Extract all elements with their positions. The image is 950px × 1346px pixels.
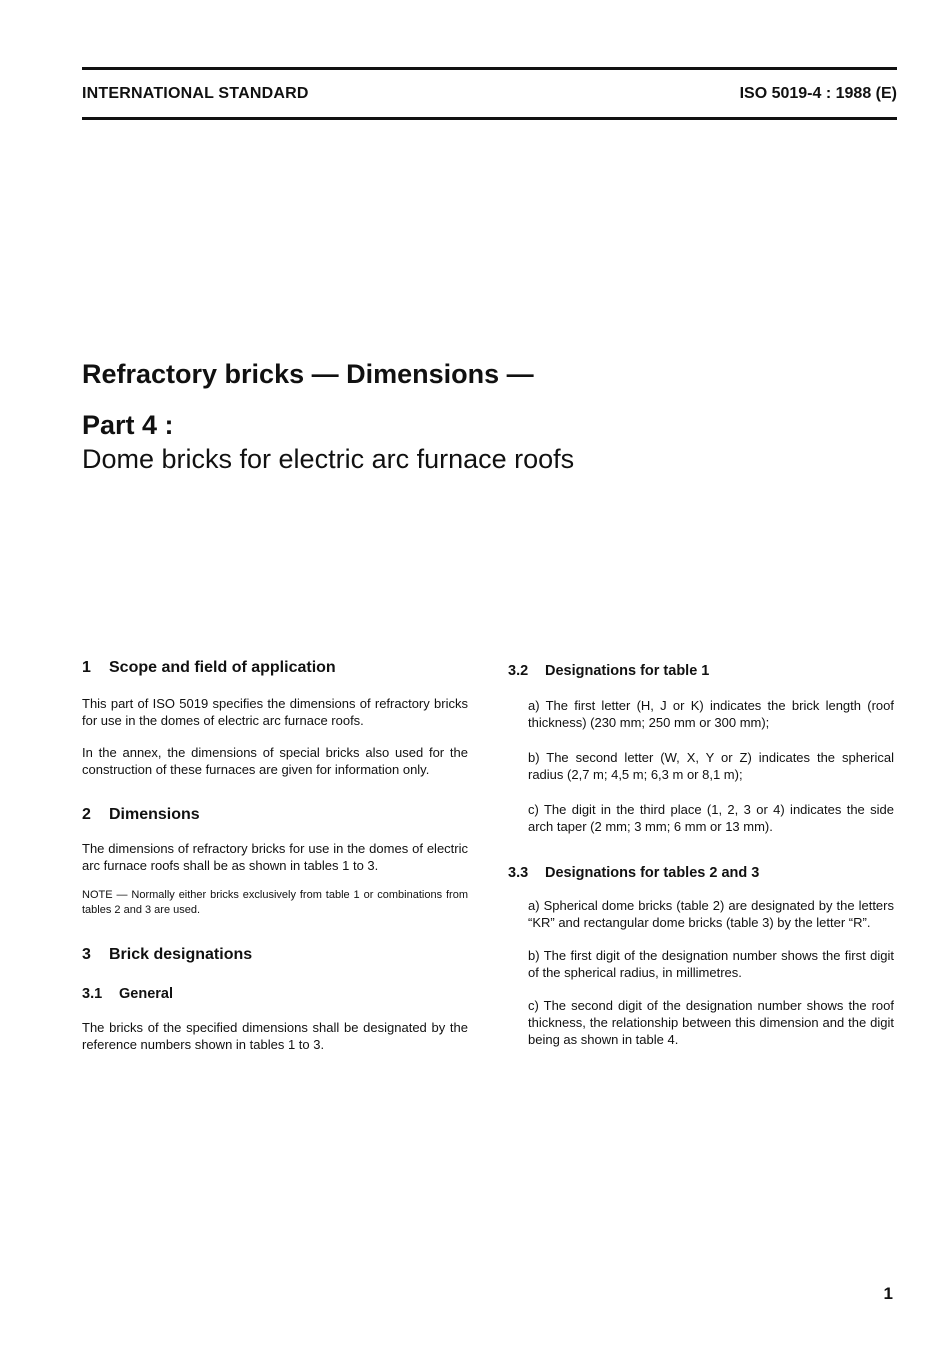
section-3-3-item-b: b) The first digit of the designation number shows the first digit of the spherical radius, in millimetres. (528, 948, 894, 980)
section-3-3-heading: 3.3 Designations for tables 2 and 3 (508, 865, 760, 881)
section-1-heading: 1 Scope and field of application (82, 659, 336, 676)
section-3-2-item-c: c) The digit in the third place (1, 2, 3 or 4) indicates the side arch taper (2 mm; 3 mm; 6 mm or 13 mm). (528, 802, 894, 834)
section-2-paragraph-1: The dimensions of refractory bricks for use in the domes of electric arc furnace roofs shall be as shown in tables 1 to 3. (82, 841, 468, 873)
standard-number: ISO 5019-4 : 1988 (E) (739, 85, 897, 102)
section-3-1-paragraph: The bricks of the specified dimensions shall be designated by the reference numbers shown in tables 1 to 3. (82, 1020, 468, 1052)
section-3-2-item-b: b) The second letter (W, X, Y or Z) indicates the spherical radius (2,7 m; 4,5 m; 6,3 m or 8,1 m); (528, 750, 894, 782)
section-3-1-heading: 3.1 General (82, 986, 173, 1002)
header-rule-bottom (82, 117, 897, 120)
section-1-paragraph-2: In the annex, the dimensions of special bricks also used for the construction of these furnaces are given for information only. (82, 745, 468, 777)
document-type: INTERNATIONAL STANDARD (82, 85, 309, 102)
right-column (508, 657, 894, 1048)
title-block (82, 356, 882, 475)
page-number: 1 (883, 1284, 893, 1303)
section-2-note: NOTE — Normally either bricks exclusively from table 1 or combinations from tables 2 and 3 are used. (82, 889, 468, 916)
title-main: Refractory bricks — Dimensions — (82, 359, 534, 389)
section-3-3-item-a: a) Spherical dome bricks (table 2) are designated by the letters “KR” and rectangular dome bricks (table 3) by the letter “R”. (528, 898, 894, 930)
title-subtitle: Dome bricks for electric arc furnace roofs (82, 444, 575, 474)
section-3-3-item-c: c) The second digit of the designation number shows the roof thickness, the relationship between this dimension and the digit being as shown in table 4. (528, 998, 894, 1047)
section-1-paragraph-1: This part of ISO 5019 specifies the dimensions of refractory bricks for use in the domes of electric arc furnace roofs. (82, 696, 468, 728)
header-rule-top (82, 67, 897, 70)
section-3-2-item-a: a) The first letter (H, J or K) indicates the brick length (roof thickness) (230 mm; 250 mm or 300 mm); (528, 698, 894, 730)
title-part: Part 4 : (82, 410, 174, 440)
section-2-heading: 2 Dimensions (82, 806, 200, 823)
section-3-heading: 3 Brick designations (82, 946, 253, 963)
left-column (82, 657, 468, 1053)
section-3-2-heading: 3.2 Designations for table 1 (508, 663, 710, 679)
